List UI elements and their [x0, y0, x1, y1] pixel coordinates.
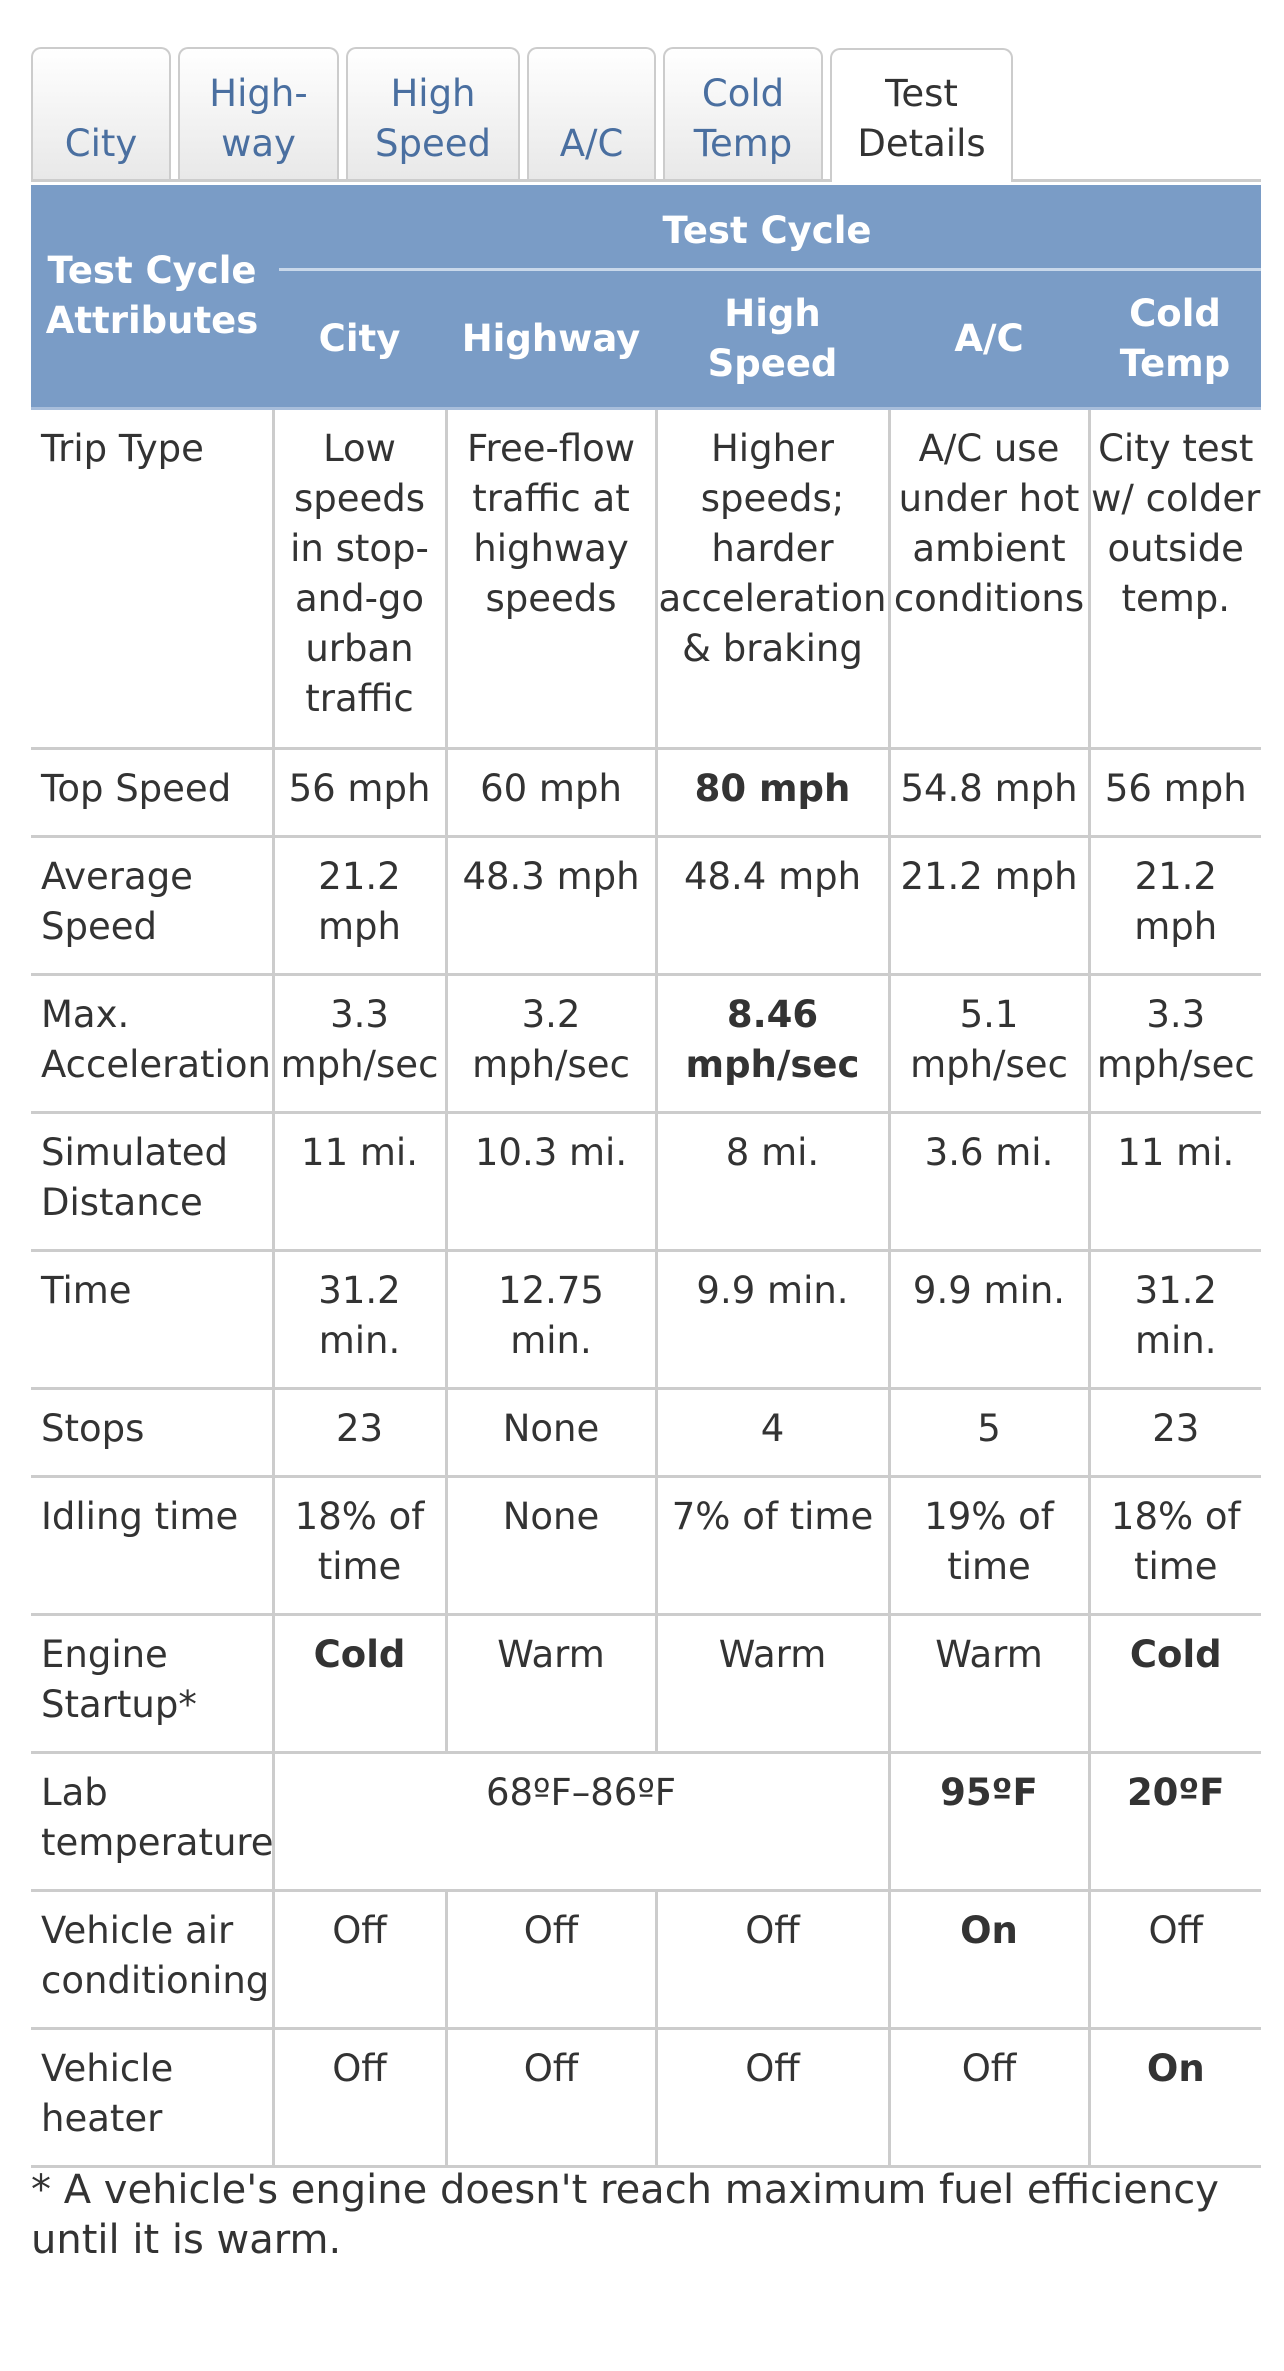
test-cycle-group-header: Test Cycle — [273, 185, 1261, 271]
table-row — [31, 1250, 1261, 1388]
table-row — [31, 1112, 1261, 1250]
table-cell: Off — [446, 2028, 656, 2166]
table-cell: Off — [1089, 1890, 1261, 2028]
table-cell: 11 mi. — [1089, 1112, 1261, 1250]
row-label: Trip Type — [31, 408, 273, 748]
tab-label: Cold — [701, 72, 785, 115]
table-cell: 10.3 mi. — [446, 1112, 656, 1250]
tab-label: High — [390, 72, 476, 115]
row-label: Stops — [31, 1388, 273, 1476]
column-header-highway: Highway — [446, 271, 656, 408]
table-cell: 31.2 min. — [273, 1250, 446, 1388]
footnote: * A vehicle's engine doesn't reach maximum fuel efficiency until it is warm. — [31, 2167, 1219, 2263]
tab-city[interactable] — [31, 47, 171, 179]
table-cell: None — [446, 1476, 656, 1614]
test-cycle-table — [31, 185, 1261, 2168]
table-cell: 3.2 mph/sec — [446, 974, 656, 1112]
table-row — [31, 1388, 1261, 1476]
tab-label: City — [64, 122, 138, 165]
table-cell: City test w/ colder outside temp. — [1089, 408, 1261, 748]
table-cell: 80 mph — [656, 748, 889, 836]
table-cell: Off — [656, 2028, 889, 2166]
row-label: Max. Acceleration — [31, 974, 273, 1112]
row-label: Average Speed — [31, 836, 273, 974]
tab-label: A/C — [559, 122, 624, 165]
tab-bar — [31, 46, 1261, 182]
table-row — [31, 2028, 1261, 2166]
table-cell: 3.6 mi. — [889, 1112, 1089, 1250]
table-cell: Warm — [446, 1614, 656, 1752]
row-label: Vehicle heater — [31, 2028, 273, 2166]
column-header-ac: A/C — [889, 271, 1089, 408]
table-row — [31, 1890, 1261, 2028]
table-cell: 21.2 mph — [889, 836, 1089, 974]
table-cell: Low speeds in stop-and-go urban traffic — [273, 408, 446, 748]
column-header-cold-temp: Cold Temp — [1089, 271, 1261, 408]
table-cell: Off — [273, 1890, 446, 2028]
tab-cold-temp[interactable] — [663, 47, 823, 179]
table-cell: 54.8 mph — [889, 748, 1089, 836]
table-cell: A/C use under hot ambient conditions — [889, 408, 1089, 748]
tab-ac[interactable] — [527, 47, 656, 179]
table-row — [31, 1614, 1261, 1752]
table-cell: 9.9 min. — [656, 1250, 889, 1388]
row-label: Engine Startup* — [31, 1614, 273, 1752]
table-cell: 11 mi. — [273, 1112, 446, 1250]
table-cell: 21.2 mph — [1089, 836, 1261, 974]
table-cell: 12.75 min. — [446, 1250, 656, 1388]
row-label: Vehicle air conditioning — [31, 1890, 273, 2028]
table-row — [31, 408, 1261, 748]
table-cell: 8 mi. — [656, 1112, 889, 1250]
table-cell: On — [889, 1890, 1089, 2028]
column-header-high-speed: High Speed — [656, 271, 889, 408]
table-cell: 5.1 mph/sec — [889, 974, 1089, 1112]
tab-label: Test — [885, 72, 958, 115]
tab-label: way — [221, 122, 296, 165]
table-cell: 23 — [1089, 1388, 1261, 1476]
tab-highway[interactable] — [178, 47, 339, 179]
tab-label: Speed — [375, 122, 491, 165]
table-cell: 56 mph — [273, 748, 446, 836]
table-cell: 56 mph — [1089, 748, 1261, 836]
table-cell: 95ºF — [889, 1752, 1089, 1890]
table-cell: 3.3 mph/sec — [1089, 974, 1261, 1112]
table-cell: None — [446, 1388, 656, 1476]
table-cell: Warm — [656, 1614, 889, 1752]
table-cell: On — [1089, 2028, 1261, 2166]
table-row — [31, 1476, 1261, 1614]
table-cell: 4 — [656, 1388, 889, 1476]
table-cell: Cold — [1089, 1614, 1261, 1752]
table-cell: Higher speeds; harder acceleration & braking — [656, 408, 889, 748]
table-cell: 9.9 min. — [889, 1250, 1089, 1388]
table-row — [31, 836, 1261, 974]
table-row — [31, 1752, 1261, 1890]
tab-test-details[interactable] — [830, 48, 1013, 182]
table-cell: Free-flow traffic at highway speeds — [446, 408, 656, 748]
table-cell: 7% of time — [656, 1476, 889, 1614]
table-cell: 18% of time — [1089, 1476, 1261, 1614]
tab-label: Details — [857, 122, 986, 165]
table-cell: Cold — [273, 1614, 446, 1752]
table-cell: Off — [446, 1890, 656, 2028]
tab-high-speed[interactable] — [346, 47, 520, 179]
table-cell: 8.46 mph/sec — [656, 974, 889, 1112]
table-cell: 31.2 min. — [1089, 1250, 1261, 1388]
table-cell: 18% of time — [273, 1476, 446, 1614]
tab-label: Temp — [693, 122, 793, 165]
table-cell: 60 mph — [446, 748, 656, 836]
test-cycle-panel — [31, 46, 1261, 2168]
attributes-header: Test Cycle Attributes — [31, 185, 273, 408]
table-row — [31, 974, 1261, 1112]
table-cell: Off — [273, 2028, 446, 2166]
row-label: Idling time — [31, 1476, 273, 1614]
table-cell: 21.2 mph — [273, 836, 446, 974]
table-cell: 48.4 mph — [656, 836, 889, 974]
row-label: Simulated Distance — [31, 1112, 273, 1250]
table-cell-merged: 68ºF–86ºF — [273, 1752, 889, 1890]
table-cell: 48.3 mph — [446, 836, 656, 974]
row-label: Top Speed — [31, 748, 273, 836]
row-label: Lab temperature — [31, 1752, 273, 1890]
table-cell: 5 — [889, 1388, 1089, 1476]
table-cell: 3.3 mph/sec — [273, 974, 446, 1112]
row-label: Time — [31, 1250, 273, 1388]
table-cell: 19% of time — [889, 1476, 1089, 1614]
tab-label: High- — [209, 72, 308, 115]
table-cell: Off — [889, 2028, 1089, 2166]
table-cell: 23 — [273, 1388, 446, 1476]
table-cell: Warm — [889, 1614, 1089, 1752]
table-cell: Off — [656, 1890, 889, 2028]
table-row — [31, 748, 1261, 836]
column-header-city: City — [273, 271, 446, 408]
table-cell: 20ºF — [1089, 1752, 1261, 1890]
